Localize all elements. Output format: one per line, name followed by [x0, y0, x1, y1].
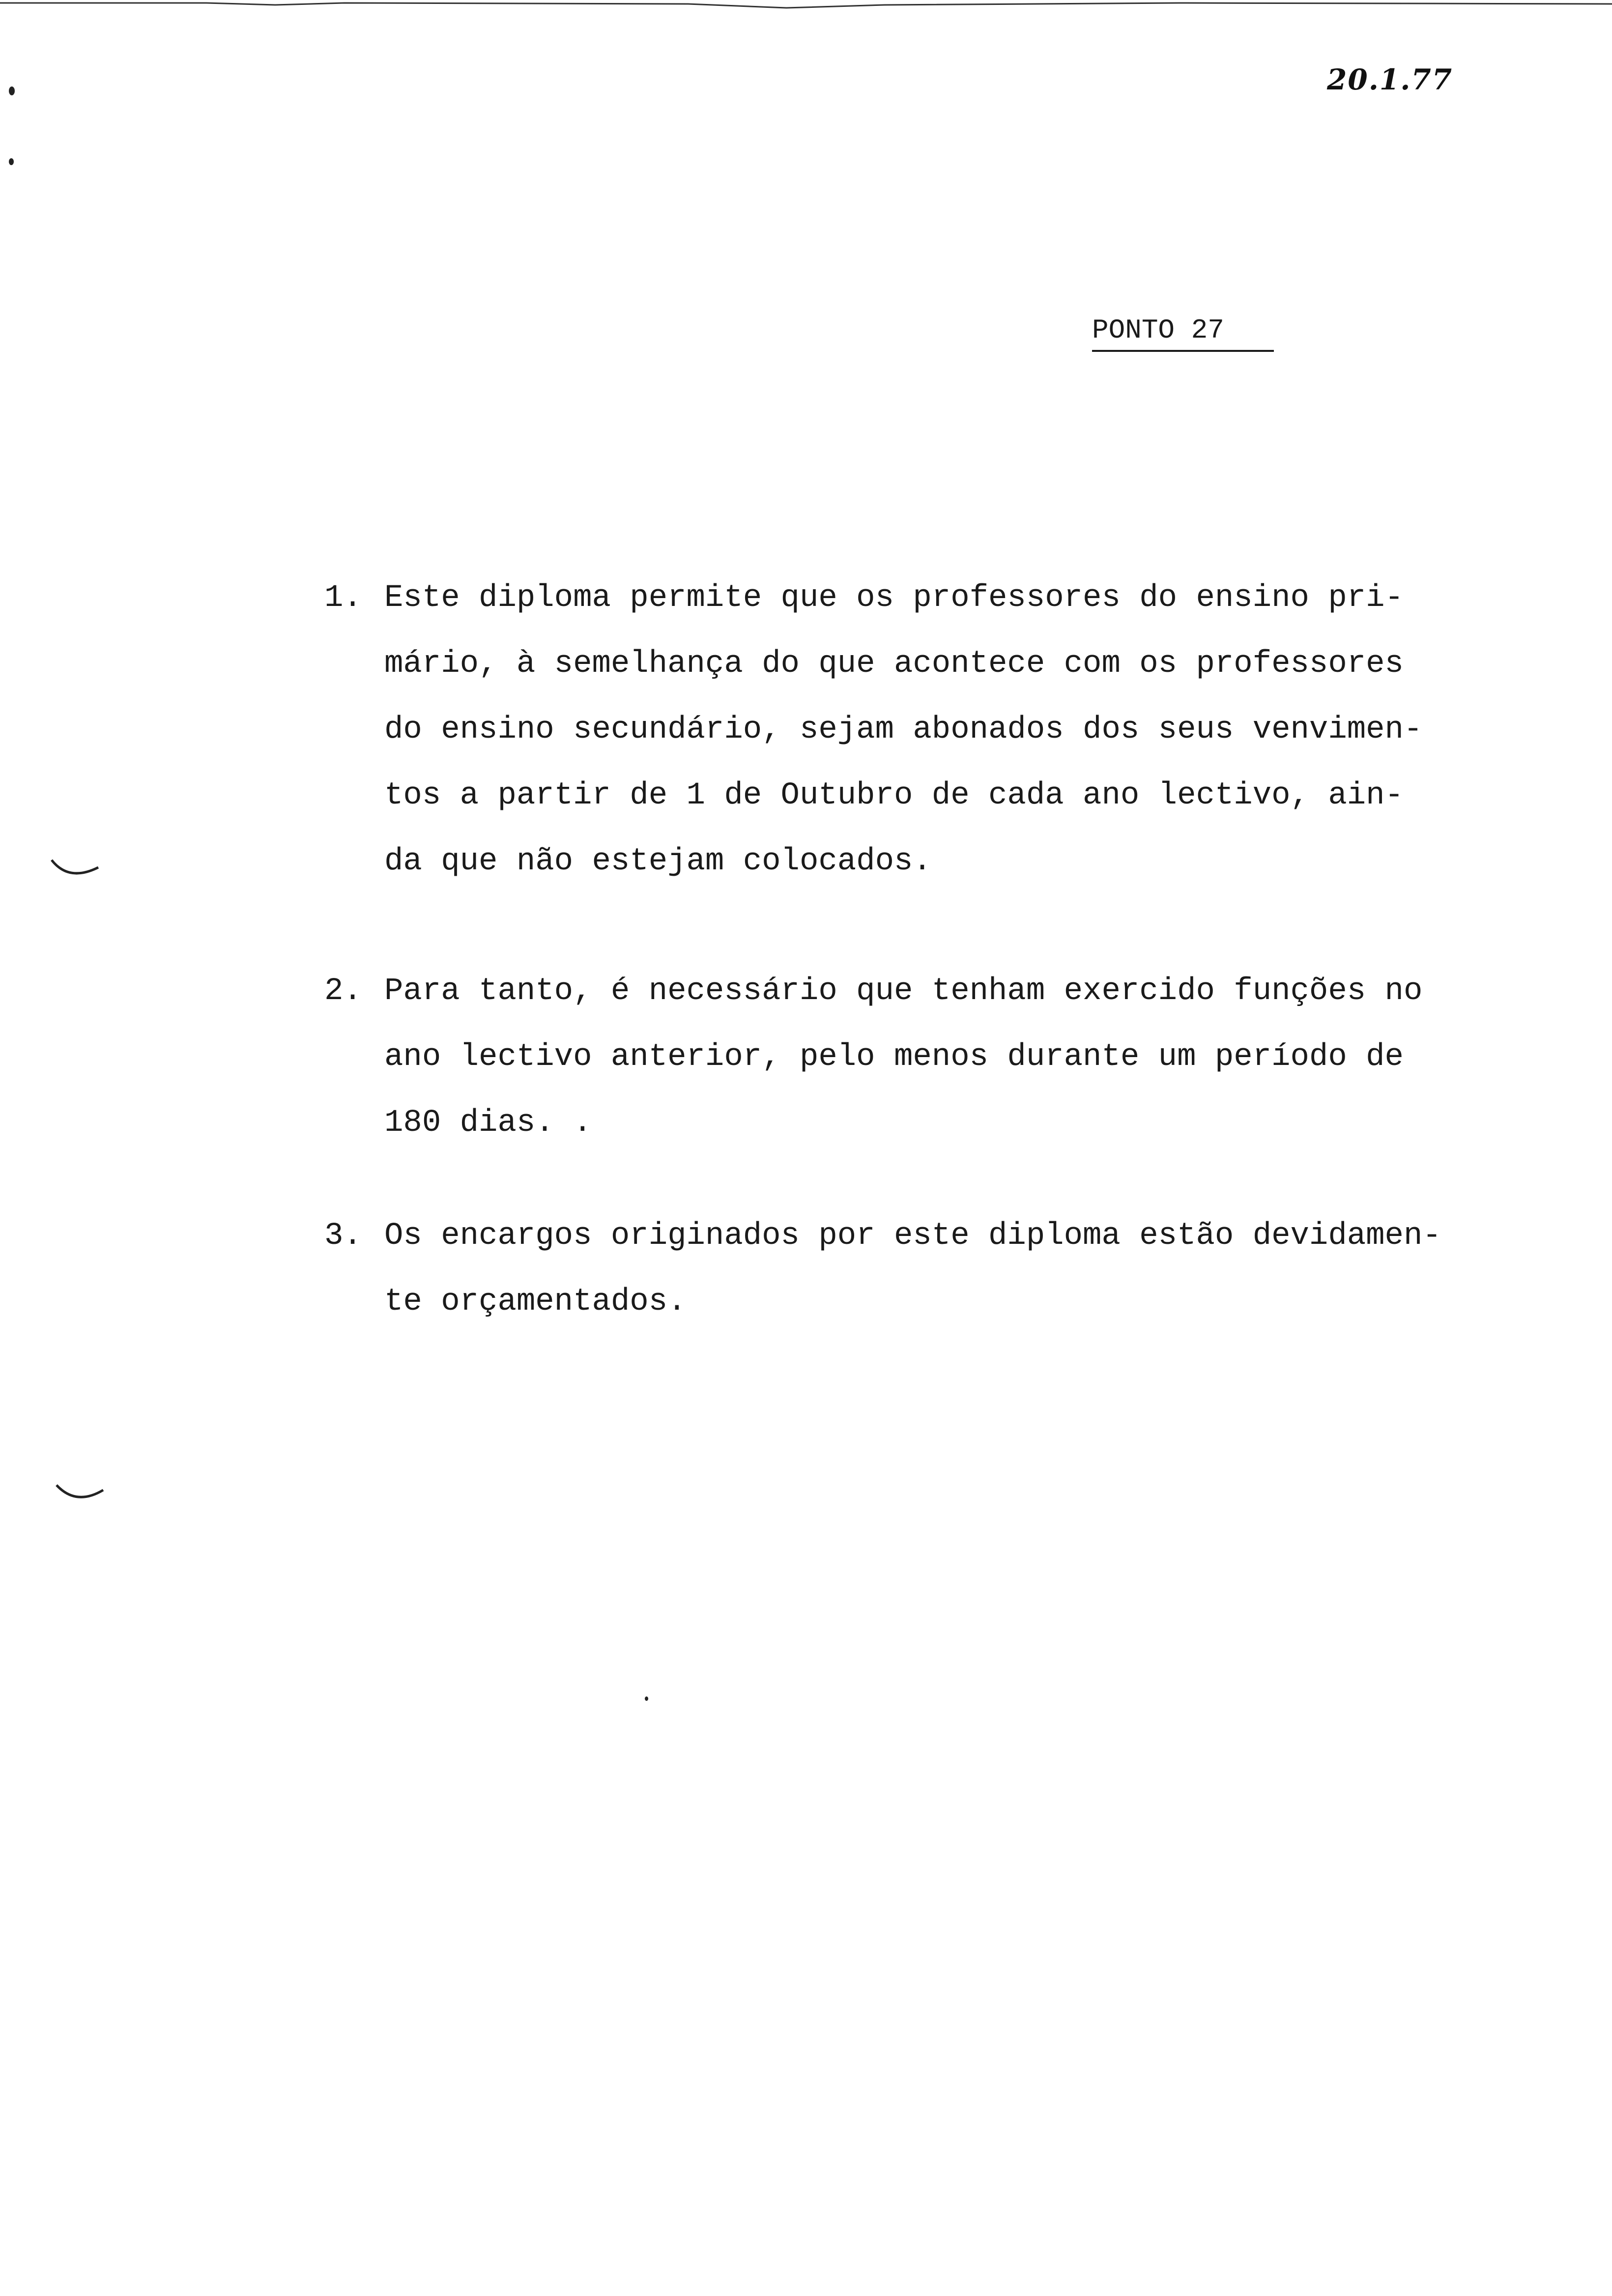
numbered-paragraph-2 [324, 958, 1504, 1156]
paragraph-number: 1. [324, 580, 362, 616]
paragraph-number: 2. [324, 974, 362, 1009]
numbered-paragraph-1 [324, 565, 1504, 894]
scan-speck [645, 1696, 648, 1701]
paragraph-line: tos a partir de 1 de Outubro de cada ano lectivo, ain- [384, 778, 1404, 813]
heading-underline [1092, 350, 1274, 352]
document-heading [1092, 315, 1224, 346]
paragraph-line: te orçamentados. [384, 1284, 687, 1320]
heading-text: PONTO 27 [1092, 315, 1224, 346]
scan-speck [9, 86, 15, 95]
handwritten-date: 20.1.77 [1327, 63, 1453, 96]
paragraph-line: Para tanto, é necessário que tenham exercido funções no [384, 974, 1423, 1009]
paragraph-line: ano lectivo anterior, pelo menos durante um período de [384, 1039, 1404, 1075]
paragraph-line: 180 dias. . [384, 1105, 592, 1141]
numbered-paragraph-3 [324, 1203, 1504, 1335]
paragraph-line: da que não estejam colocados. [384, 844, 932, 879]
paragraph-line: Este diploma permite que os professores do ensino pri- [384, 580, 1404, 616]
paragraph-line: mário, à semelhança do que acontece com os professores [384, 646, 1404, 682]
scan-top-edge [0, 0, 1612, 15]
hole-punch-mark [54, 1479, 108, 1509]
scan-speck [9, 158, 14, 165]
hole-punch-mark [49, 855, 103, 885]
paragraph-line: Os encargos originados por este diploma estão devidamen- [384, 1218, 1441, 1254]
paragraph-line: do ensino secundário, sejam abonados dos seus venvimen- [384, 712, 1423, 747]
paragraph-number: 3. [324, 1218, 362, 1254]
